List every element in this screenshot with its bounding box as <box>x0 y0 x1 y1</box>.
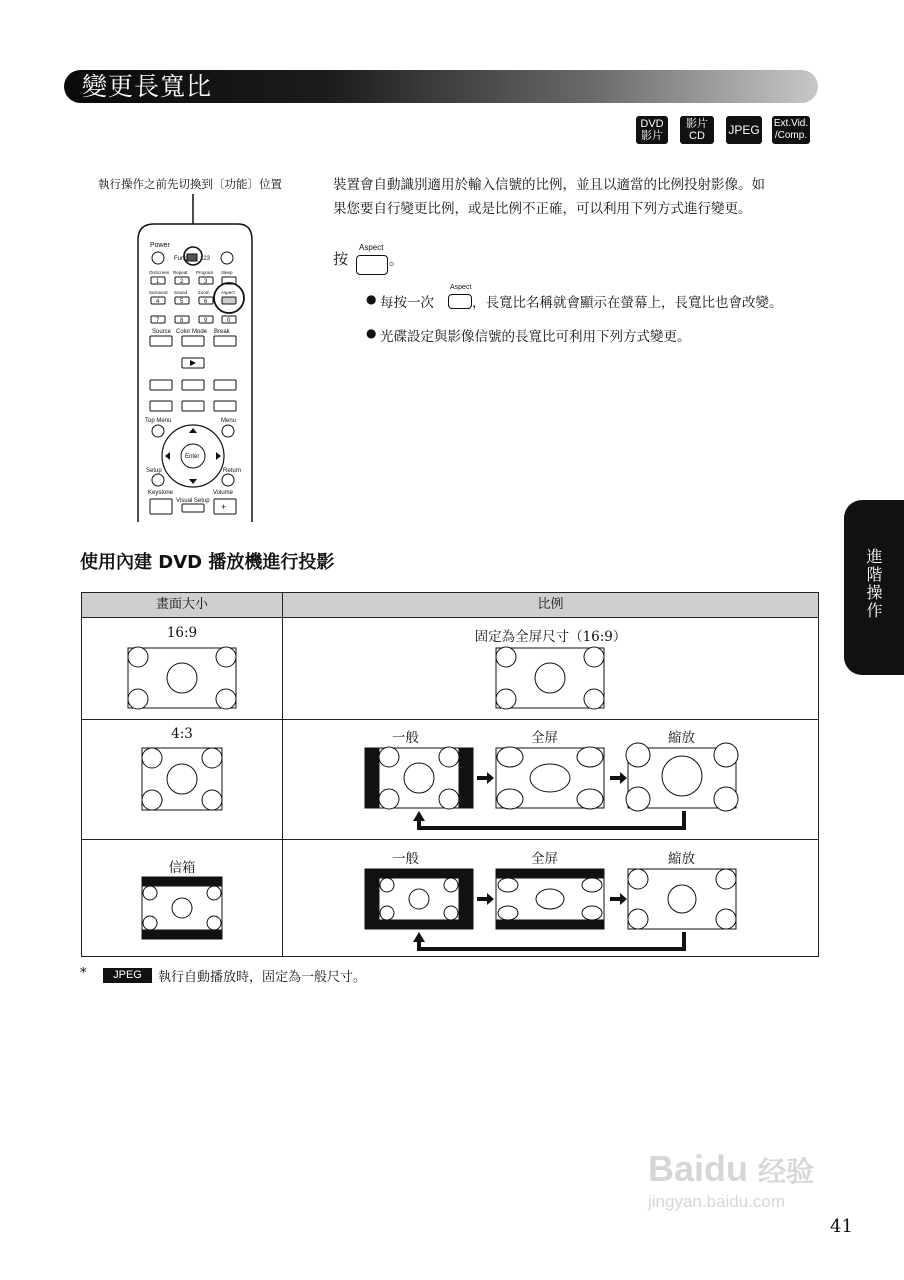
plus-label: + <box>221 502 227 512</box>
watermark-brand2: du <box>704 1148 749 1189</box>
bullet2: 光碟設定與影像信號的長寬比可利用下列方式變更。 <box>380 329 691 345</box>
bullet1-post: ，長寬比名稱就會顯示在螢幕上，長寬比也會改變。 <box>472 295 783 311</box>
remote-label-return: Return <box>223 468 242 474</box>
side-tab-label: 進階操作 <box>864 548 883 620</box>
svg-text:6: 6 <box>204 299 208 305</box>
key-colormode <box>182 336 204 346</box>
loop-arrow-row2 <box>419 811 684 828</box>
intro-line-2: 果您要自行變更比例，或是比例不正確，可以利用下列方式進行變更。 <box>333 201 752 217</box>
watermark-cn: 经验 <box>758 1155 815 1188</box>
section-heading: 使用內建 DVD 播放機進行投影 <box>80 552 335 573</box>
key-break <box>214 336 236 346</box>
power-icon <box>152 252 164 264</box>
bullet-dot-1: ● <box>366 292 377 306</box>
bullet-aspect-key-icon <box>448 294 472 309</box>
svg-text:1: 1 <box>156 279 160 285</box>
remote-label-repeat: Repeat <box>173 270 188 275</box>
row2-mode-normal: 一般 <box>392 730 419 746</box>
arrow-right-icon <box>477 772 494 784</box>
remote-caption: 執行操作之前先切換到〔功能〕位置 <box>98 177 282 191</box>
remote-label-volume: Volume <box>213 490 234 496</box>
row2-mode-zoom: 縮放 <box>668 730 695 746</box>
bullet-dot-2: ● <box>366 326 377 340</box>
loop-arrow-row3 <box>419 932 684 949</box>
remote-illustration <box>130 192 260 522</box>
row1-result: 固定為全屏尺寸（16:9） <box>474 629 627 645</box>
key-prev <box>150 401 172 411</box>
screen-letterbox-source <box>142 877 222 939</box>
aspect-ratio-table <box>81 592 819 957</box>
row2-mode-full: 全屏 <box>531 730 558 746</box>
remote-label-sound: Sound <box>174 290 188 295</box>
arrow-right-icon <box>610 772 627 784</box>
table-header-ratio: 比例 <box>283 593 818 618</box>
svg-text:4: 4 <box>156 299 160 305</box>
key-rewind <box>150 380 172 390</box>
screen-4-3-full <box>496 747 604 809</box>
key-return <box>222 474 234 486</box>
key-visualsetup <box>182 504 204 512</box>
arrow-right-icon <box>610 893 627 905</box>
bullet1-pre: 每按一次 <box>380 295 434 311</box>
key-setup <box>152 474 164 486</box>
arrow-right-icon <box>477 893 494 905</box>
remote-label-onscreen: OnScreen <box>149 270 170 275</box>
remote-label-source: Source <box>152 329 172 335</box>
badge-video-cd: 影片 CD <box>680 116 714 144</box>
key-source <box>150 336 172 346</box>
badge-dvd: DVD 影片 <box>636 116 668 144</box>
aspect-diagrams <box>82 593 818 956</box>
footnote-jpeg-chip: JPEG <box>103 968 152 983</box>
press-label: 按 <box>333 250 349 268</box>
key-topmenu <box>152 425 164 437</box>
page-title: 變更長寬比 <box>82 72 213 101</box>
row2-size: 4:3 <box>171 726 193 742</box>
remote-label-123: 123 <box>200 256 211 262</box>
loop-arrow-head-icon <box>413 811 425 821</box>
svg-text:8: 8 <box>180 318 184 324</box>
key-pause <box>182 380 204 390</box>
screen-letterbox-full <box>496 869 604 929</box>
remote-label-func: Func <box>174 256 188 262</box>
row1-size: 16:9 <box>166 625 198 641</box>
watermark <box>648 1148 814 1212</box>
screen-16-9-source <box>128 647 236 709</box>
screen-letterbox-normal <box>365 869 473 929</box>
remote-label-setup: Setup <box>146 468 162 474</box>
remote-label-program: Program <box>196 270 214 275</box>
remote-label-break: Break <box>214 329 230 335</box>
remote-label-menu: Menu <box>221 418 237 424</box>
aspect-key-caption: Aspect <box>359 243 384 252</box>
remote-label-topmenu: Top Menu <box>145 418 172 424</box>
func-switch <box>187 254 197 261</box>
screen-4-3-normal <box>365 747 473 809</box>
svg-text:3: 3 <box>204 279 208 285</box>
key-next <box>214 401 236 411</box>
remote-label-aspect: Aspect <box>221 290 235 295</box>
screen-letterbox-zoom <box>628 869 736 929</box>
row3-mode-normal: 一般 <box>392 851 419 867</box>
page-number: 41 <box>830 1216 853 1237</box>
footnote-star: * <box>80 966 87 981</box>
row3-mode-zoom: 縮放 <box>668 851 695 867</box>
remote-label-colormode: Color Mode <box>176 329 208 335</box>
bullet-aspect-caption: Aspect <box>450 284 472 291</box>
intro-line-1: 裝置會自動識別適用於輸入信號的比例，並且以適當的比例投射影像。如 <box>333 177 765 193</box>
badge-jpeg: JPEG <box>726 116 762 144</box>
watermark-url: jingyan.baidu.com <box>648 1192 786 1211</box>
footnote-text: 執行自動播放時，固定為一般尺寸。 <box>158 970 367 985</box>
aspect-key-icon <box>356 255 388 275</box>
key-keystone <box>150 499 172 514</box>
remote-label-sleep: Sleep <box>221 270 233 275</box>
table-header-size: 畫面大小 <box>82 593 283 618</box>
enter-label: Enter <box>185 454 200 460</box>
key-stop <box>182 401 204 411</box>
loop-arrow-head-icon <box>413 932 425 942</box>
row3-mode-full: 全屏 <box>531 851 558 867</box>
badge-ext-vid: Ext.Vid. /Comp. <box>772 116 810 144</box>
watermark-brand: Bai <box>648 1148 705 1189</box>
remote-label-power: Power <box>150 242 170 249</box>
press-end: 。 <box>389 253 403 269</box>
key-menu <box>222 425 234 437</box>
svg-text:7: 7 <box>156 318 160 324</box>
svg-text:9: 9 <box>204 318 208 324</box>
svg-text:0: 0 <box>227 318 231 324</box>
remote-label-zoom: Zoom <box>198 290 210 295</box>
remote-label-keystone: Keystone <box>148 490 174 496</box>
remote-label-visualsetup: Visual Setup <box>176 498 210 504</box>
eject-icon <box>221 252 233 264</box>
key-forward <box>214 380 236 390</box>
svg-text:5: 5 <box>180 299 184 305</box>
screen-4-3-source <box>142 748 222 810</box>
key-aspect <box>222 297 236 304</box>
screen-4-3-zoom <box>626 743 738 811</box>
remote-label-surround: Surround <box>149 290 168 295</box>
row3-size: 信箱 <box>168 860 196 876</box>
screen-16-9-result <box>496 647 604 709</box>
svg-text:2: 2 <box>180 279 184 285</box>
